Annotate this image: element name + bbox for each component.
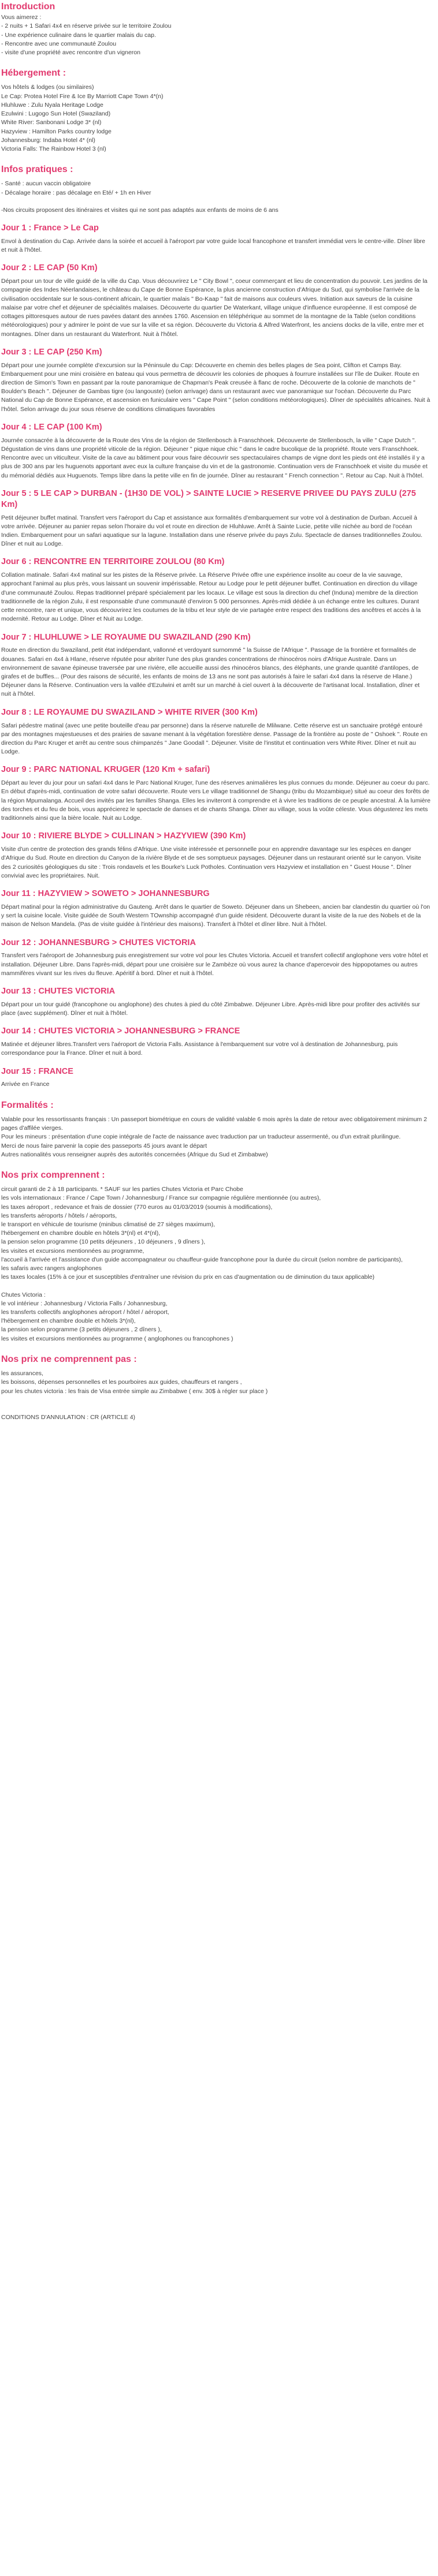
section-heading: Jour 8 : LE ROYAUME DU SWAZILAND > WHITE RIVER (300 Km) [1, 707, 258, 717]
text-line [1, 1405, 431, 1413]
section-heading: Jour 4 : LE CAP (100 Km) [1, 422, 102, 432]
text-line: Autres nationalités vous renseigner auprès des autorités concernées (Afrique du Sud et Zimbabwe) [1, 1151, 268, 1158]
section-jour-1-france-le-cap [1, 223, 431, 255]
text-line: la pension selon programme (10 petits déjeuners , 10 déjeuners , 9 dîners ), [1, 1238, 206, 1246]
text-line: les taxes locales (15% à ce jour et susceptibles d'entraîner une révision du prix en cas d'augmentation ou de diminution du taux applicable) [1, 1274, 375, 1281]
section-jour-7-hluhluwe-le-royaume-du-swaziland- [1, 632, 431, 699]
day-description: Arrivée en France [1, 1081, 50, 1088]
section-hebergement [1, 66, 431, 154]
text-line: la pension selon programme (3 petits déjeuners , 2 dîners ), [1, 1326, 162, 1334]
text-line: les assurances, [1, 1370, 43, 1377]
text-line: Hluhluwe : Zulu Nyala Heritage Lodge [1, 101, 103, 109]
section-heading: Nos prix comprennent : [1, 1170, 105, 1180]
section-jour-9-parc-national-kruger-120-km-safar [1, 764, 431, 823]
section-heading: Jour 5 : 5 LE CAP > DURBAN - (1H30 DE VOL) > SAINTE LUCIE > RESERVE PRIVEE DU PAYS ZULU (275 Km) [1, 488, 416, 509]
text-line: Valable pour les ressortissants français : Un passeport biométrique en cours de validité valable 6 mois après la date de retour avec obligatoirement minimum 2 pages d'affilée vierges. [1, 1115, 427, 1132]
text-line: Ezulwini : Lugogo Sun Hotel (Swaziland) [1, 110, 111, 118]
text-line: Pour les mineurs : présentation d'une copie intégrale de l'acte de naissance avec traduction par un traducteur assermenté, ou d'un extrait plurilingue. [1, 1133, 401, 1141]
section-heading: Jour 10 : RIVIERE BLYDE > CULLINAN > HAZYVIEW (390 Km) [1, 831, 246, 841]
text-line: l'hébergement en chambre double et hôtels 3*(nl), [1, 1317, 136, 1325]
section-jour-10-riviere-blyde-cullinan-hazyview- [1, 831, 431, 880]
text-line: les visites et excursions mentionnées au programme, [1, 1247, 144, 1255]
section-heading: Jour 7 : HLUHLUWE > LE ROYAUME DU SWAZILAND (290 Km) [1, 632, 251, 642]
section-jour-4-le-cap-100-km [1, 422, 431, 480]
text-line: l'accueil à l'arrivée et l'assistance d'un guide accompagnateur ou chauffeur-guide francophone pour la durée du circuit (selon nombre de participants), [1, 1256, 403, 1263]
section-lines [1, 83, 431, 154]
section-heading: Introduction [1, 2, 55, 12]
section-jour-3-le-cap-250-km [1, 347, 431, 414]
text-line: Merci de nous faire parvenir la copie des passeports 45 jours avant le départ [1, 1142, 207, 1149]
text-line: Le Cap: Protea Hotel Fire & Ice By Marriott Cape Town 4*(n) [1, 92, 164, 100]
section-introduction [1, 0, 431, 57]
text-line: les safaris avec rangers anglophones [1, 1265, 102, 1272]
section-heading: Jour 13 : CHUTES VICTORIA [1, 987, 116, 996]
section-jour-13-chutes-victoria [1, 986, 431, 1018]
text-line: les transferts aéroports / hôtels / aéroports, [1, 1212, 117, 1219]
section-heading: Hébergement : [1, 68, 66, 79]
text-line: les transferts collectifs anglophones aéroport / hôtel / aéroport, [1, 1309, 169, 1316]
section-jour-8-le-royaume-du-swaziland-white-riv [1, 707, 431, 757]
day-description: Journée consacrée à la découverte de la Route des Vins de la région de Stellenbosch à Franschhoek. Découverte de Stellenbosch, la ville " Cape Dutch ". Dégustation de vins dans une propriété viticole de la région. Déjeuner " pique nique chic " dans le cadre bucolique de la propriété. Route vers Franschhoek. Rencontre avec un viticulteur. Visite de la cave au bâtiment pour vous faire découvrir ses spectaculaires champs de vigne dont les pieds ont été installés il y a plus de 300 ans par les huguenots apportant avec eux la culture française du vin et de la gastronomie. Continuation vers de Franschhoek et visite du musée et du mémorial dédiés aux Huguenots. Temps libre dans la petite ville en fin de journée. Dîner au restaurant " French connection ". Retour au Cap. Nuit à l'hôtel. [1, 436, 428, 479]
text-line: les vols internationaux : France / Cape Town / Johannesburg / France sur compagnie régulière mentionnée (ou autres), [1, 1194, 321, 1202]
section-heading: Jour 14 : CHUTES VICTORIA > JOHANNESBURG > FRANCE [1, 1026, 240, 1036]
day-description: Départ au lever du jour pour un safari 4x4 dans le Parc National Kruger, l'une des réserves animalières les plus connues du monde. Déjeuner au coeur du parc. En début d'après-midi, continuation de votre safari découverte. Route vers Le village traditionnel de Shangu (tribu du Mozambique) situé au coeur des forêts de la région Mpumalanga. Accueil des invités par les familles Shanga. Elles les inviteront à comprendre et à vivre les traditions de ce peuple ancestral. À la lumière des torches et du feu de bois, vous apprécierez le spectacle de danses et de chants Shanga. Dîner au village, sous la voûte céleste. Vous dégusterez les mets traditionnels ainsi que la bière locale. Nuit au Lodge. [1, 779, 430, 822]
text-line: les taxes aéroport , redevance et frais de dossier (770 euros au 01/03/2019 (soumis à modifications), [1, 1203, 273, 1211]
text-line: l'hébergement en chambre double en hôtels 3*(nl) et 4*(nl), [1, 1230, 161, 1237]
section-jour-6-rencontre-en-territoire-zoulou-80 [1, 557, 431, 624]
text-line: CONDITIONS D'ANNULATION : CR (ARTICLE 4) [1, 1413, 136, 1421]
day-description: Route en direction du Swaziland, petit état indépendant, vallonné et verdoyant surnommé " la Suisse de l'Afrique ". Passage de la frontière et formalités de douanes. Safari en 4x4 à Hlane, réserve réputée pour abriter l'une des plus grandes concentrations de rhinocéros noirs d'Afrique Australe. Dans un environnement de savane épineuse traversée par une rivière, elle accueille aussi des rhinocéros blancs, des éléphants, une grande quantité d'antilopes, de girafes et de buffles... (Pour des raisons de sécurité, les enfants de moins de 13 ans ne sont pas autorisés à faire le safari 4x4 dans la réserve de Hlane.) Déjeuner dans la Réserve. Continuation vers la vallée d'Ezulwini et arrêt sur un marché à ciel ouvert à la découverte de l'artisanat local. Installation, dîner et nuit à l'hôtel. [1, 647, 420, 698]
section-heading: Jour 2 : LE CAP (50 Km) [1, 263, 98, 273]
text-line [1, 1396, 431, 1405]
section-formalites [1, 1099, 431, 1159]
text-line [1, 197, 431, 206]
section-jour-12-johannesburg-chutes-victoria [1, 938, 431, 979]
text-line: Vos hôtels & lodges (ou similaires) [1, 84, 94, 91]
text-line: les boissons, dépenses personnelles et les pourboires aux guides, chauffeurs et rangers , [1, 1379, 242, 1386]
section-lines [1, 1185, 431, 1343]
text-line: le vol intérieur : Johannesburg / Victoria Falls / Johannesburg, [1, 1300, 168, 1307]
section-heading: Nos prix ne comprennent pas : [1, 1354, 137, 1364]
section-jour-2-le-cap-50-km [1, 263, 431, 338]
day-description: Petit déjeuner buffet matinal. Transfert vers l'aéroport du Cap et assistance aux formalités d'embarquement sur votre vol à destination de Durban. Accueil à votre arrivée. Déjeuner au panier repas selon l'horaire du vol et route en direction de Hluhluwe. Arrêt à Sainte Lucie, petite ville nichée au bord de l'océan Indien. Embarquement pour un safari aquatique sur la lagune. Installation dans une réserve privée du pays Zulu. Spectacle de danses traditionnelles Zoulou. Dîner et nuit au Lodge. [1, 514, 423, 548]
section-nos-prix-comprennent [1, 1168, 431, 1343]
day-description: Visite d'un centre de protection des grands félins d'Afrique. Une visite intéressée et personnelle pour en apprendre davantage sur les espèces en danger d'Afrique du Sud. Route en direction du Canyon de la rivière Blyde et de ses somptueux paysages. Déjeuner dans un restaurant orienté sur le canyon. Visite des 2 curiosités géologiques du site : Trois rondavels et les Bourke's Luck Potholes. Continuation vers Hazyview et installation en " Guest House ". Dîner convivial avec les propriétaires. Nuit. [1, 846, 421, 879]
section-heading: Formalités : [1, 1100, 54, 1110]
day-description: Collation matinale. Safari 4x4 matinal sur les pistes de la Réserve privée. La Réserve Privée offre une expérience insolite au coeur de la vie sauvage, approchant l'animal au plus près, vous laissant un souvenir impérissable. Retour au Lodge pour le petit déjeuner buffet. Continuation en direction du village d'une communauté Zoulou. Repas traditionnel préparé spécialement par les locaux. Le village est sous la direction du chef (Induna) membre de la direction traditionnelle de la région Zulu, il est responsable d'une communauté d'environ 5 000 personnes. Après-midi dédiée à un échange entre les cultures. Durant cette rencontre, rare et unique, vous découvrirez les coutumes de la tribu et leur style de vie partagée entre respect des traditions des ancêtres et accès à la modernité. Retour au Lodge. Dîner et Nuit au Lodge. [1, 572, 421, 623]
section-lines [1, 180, 431, 215]
day-description: Départ pour une journée complète d'excursion sur la Péninsule du Cap: Découverte en chemin des belles plages de Sea point, Clifton et Camps Bay. Embarquement pour une mini croisière en bateau qui vous permettra de découvrir les colonies de phoques à fourrure installées sur l'île de Duiker. Route en direction de Simon's Town en passant par la route panoramique de Chapman's Peak creusée à flanc de roche. Découverte de la colonie de manchots de " Boulder's Beach ". Déjeuner de Gambas tigre (ou langouste) (selon arrivage) dans un restaurant avec vue panoramique sur l'océan. Découverte du Parc National du Cap de Bonne Espérance, et ascension en funiculaire vers " Cape Point " (selon conditions météorologiques). Dîner de spécialités africaines. Nuit à l'hôtel. Selon arrivage du jour sous réserve de conditions climatiques favorables [1, 361, 430, 413]
section-heading: Infos pratiques : [1, 165, 73, 175]
text-line: pour les chutes victoria : les frais de Visa entrée simple au Zimbabwe ( env. 30$ à régler sur place ) [1, 1387, 268, 1395]
section-infos-pratiques [1, 163, 431, 215]
section-nos-prix-ne-comprennent-pas [1, 1353, 431, 1422]
text-line: - Santé : aucun vaccin obligatoire [1, 180, 91, 188]
section-lines [1, 13, 431, 57]
text-line: White River: Sanbonani Lodge 3* (nl) [1, 119, 102, 126]
day-description: Transfert vers l'aéroport de Johannesburg puis enregistrement sur votre vol pour les Chutes Victoria. Accueil et transfert collectif anglophone vers votre hôtel et installation. Déjeuner Libre. Dans l'après-midi, départ pour une croisière sur le Zambèze où vous aurez la chance d'apercevoir des hippopotames ou autres mammifères vivant sur les rives du fleuve. Apéritif à bord. Dîner et nuit à l'hôtel. [1, 952, 428, 977]
day-description: Matinée et déjeuner libres.Transfert vers l'aéroport de Victoria Falls. Assistance à l'embarquement sur votre vol à destination de Johannesburg, puis correspondance pour la France. Dîner et nuit à bord. [1, 1041, 398, 1057]
section-lines [1, 1115, 431, 1159]
section-lines [1, 1369, 431, 1422]
text-line: - Une expérience culinaire dans le quartier malais du cap. [1, 31, 156, 39]
text-line: Hazyview : Hamilton Parks country lodge [1, 128, 112, 135]
text-line: Vous aimerez : [1, 14, 42, 21]
day-description: Safari pédestre matinal (avec une petite bouteille d'eau par personne) dans la réserve naturelle de Mlilwane. Cette réserve est un sanctuaire protégé entouré par des montagnes majestueuses et des prairies de savane menant à la végétation forestière dense. Passage de la frontière au poste de " Oshoek ". Route en direction du Parc Kruger et arrêt au centre sous chimpanzés " Jane Goodall ". Déjeuner. Visite de l'institut et continuation vers White River. Dîner et nuit au Lodge. [1, 722, 428, 756]
section-heading: Jour 12 : JOHANNESBURG > CHUTES VICTORIA [1, 938, 196, 947]
section-heading: Jour 1 : France > Le Cap [1, 223, 99, 233]
section-jour-14-chutes-victoria-johannesburg-fra [1, 1026, 431, 1058]
day-description: Départ matinal pour la région administrative du Gauteng. Arrêt dans le quartier de Soweto. Déjeuner dans un Shebeen, ancien bar clandestin du quartier où l'on y sert la cuisine locale. Visite guidée de South Western TOwnship accompagné d'un guide résident. Découverte durant la visite de la rue des Nobels et de la maison de Nelson Mandela. (Pas de visite guidée à l'intérieur des maisons). Transfert à l'hôtel et dîner libre. Nuit à l'hôtel. [1, 903, 430, 928]
section-heading: Jour 9 : PARC NATIONAL KRUGER (120 Km + safari) [1, 765, 210, 775]
text-line: circuit garanti de 2 à 18 participants. * SAUF sur les parties Chutes Victoria et Parc Chobe [1, 1186, 243, 1193]
text-line: - Rencontre avec une communauté Zoulou [1, 40, 117, 47]
day-description: Envol à destination du Cap. Arrivée dans la soirée et accueil à l'aéroport par votre guide local francophone et transfert immédiat vers le centre-ville. Dîner libre et nuit à l'hôtel. [1, 237, 425, 254]
text-line: Victoria Falls: The Rainbow Hotel 3 (nl) [1, 145, 106, 152]
section-heading: Jour 6 : RENCONTRE EN TERRITOIRE ZOULOU (80 Km) [1, 557, 225, 567]
text-line [1, 1282, 431, 1291]
text-line: Johannesburg: Indaba Hotel 4* (nl) [1, 136, 95, 144]
text-line: les visites et excursions mentionnées au programme ( anglophones ou francophones ) [1, 1335, 233, 1342]
section-heading: Jour 15 : FRANCE [1, 1066, 73, 1076]
text-line: - visite d'une propriété avec rencontre d'un vigneron [1, 49, 140, 57]
text-line: Chutes Victoria : [1, 1291, 46, 1298]
section-heading: Jour 3 : LE CAP (250 Km) [1, 347, 102, 357]
text-line: - Décalage horaire : pas décalage en Eté/ + 1h en Hiver [1, 189, 151, 196]
section-jour-15-france [1, 1066, 431, 1089]
text-line: le transport en véhicule de tourisme (minibus climatisé de 27 sièges maximum), [1, 1221, 215, 1229]
section-jour-11-hazyview-soweto-johannesburg [1, 888, 431, 929]
text-line: -Nos circuits proposent des itinéraires et visites qui ne sont pas adaptés aux enfants de moins de 6 ans [1, 206, 279, 214]
section-jour-5-5-le-cap-durban-1h30-de-vol-saint [1, 488, 431, 549]
section-heading: Jour 11 : HAZYVIEW > SOWETO > JOHANNESBURG [1, 889, 210, 899]
text-line: - 2 nuits + 1 Safari 4x4 en réserve privée sur le territoire Zoulou [1, 23, 172, 30]
day-description: Départ pour un tour guidé (francophone ou anglophone) des chutes à pied du côté Zimbabwe. Déjeuner Libre. Après-midi libre pour profiter des activités sur place (avec supplément). Dîner et nuit à l'hôtel. [1, 1000, 420, 1017]
day-description: Départ pour un tour de ville guidé de la ville du Cap. Vous découvrirez Le " City Bowl ", coeur commerçant et lieu de concentration du pouvoir. Les jardins de la compagnie des Indes Néerlandaises, le château du Cape de Bonne Espérance, la plus ancienne construction d'Afrique du Sud, qui symbolise l'arrivée de la civilisation occidentale sur le sous-continent africain, le quartier malais " Bo-Kaap " fait de maisons aux couleurs vives. Initiation aux saveurs de la cuisine malaise par votre chef et déjeuner de spécialités malaises. Découverte du quartier De Waterkant, village unique d'influence européenne. Il est composé de cottages pittoresques autour de rues pavées datant des années 1760. Ascension en téléphérique au sommet de la montagne de la Table (selon conditions météorologiques) pour y admirer le point de vue sur la ville et sa région. Découverte du Victoria & Alfred Waterfront, les anciens docks de la ville, entre mer et montagnes. Dîner dans un restaurant du Waterfront. Nuit à l'hôtel. [1, 278, 428, 338]
